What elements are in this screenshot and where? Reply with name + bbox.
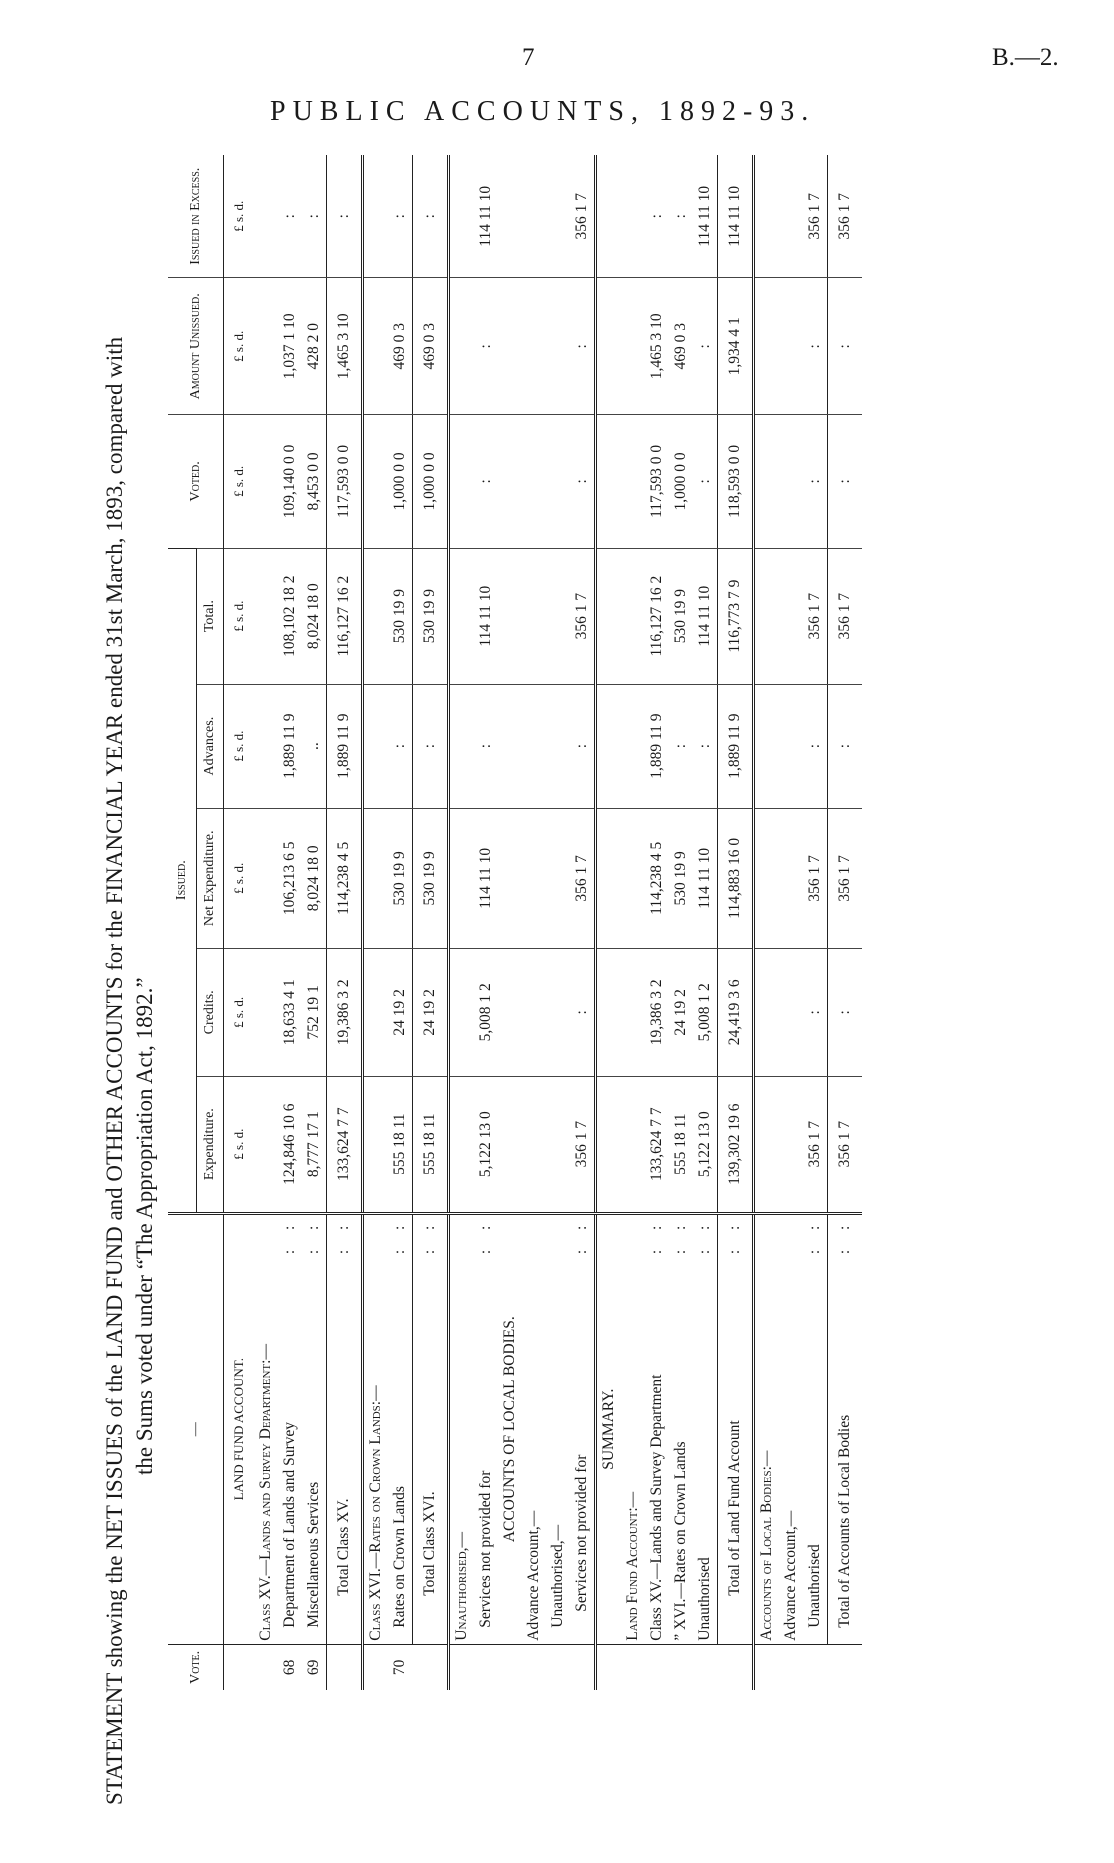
cell-net: 114 11 10 xyxy=(474,808,498,948)
cell-credits: : xyxy=(570,948,596,1076)
cell-excess: : xyxy=(413,155,449,278)
cell-credits: 5,008 1 2 xyxy=(693,948,718,1076)
cell-advances: : xyxy=(828,684,863,808)
cell-advances: : xyxy=(570,684,596,808)
cell-excess: 356 1 7 xyxy=(573,193,590,240)
cell-expenditure: 5,122 13 0 xyxy=(693,1076,718,1213)
cell-voted: : xyxy=(828,415,863,549)
cell-net: 114,238 4 5 xyxy=(645,808,669,948)
total-row xyxy=(718,155,754,1690)
table-row xyxy=(522,155,546,1690)
cell-advances: : xyxy=(474,684,498,808)
table-row xyxy=(278,155,302,1690)
cell-advances: : xyxy=(693,684,718,808)
cell-total: 114 11 10 xyxy=(474,548,498,684)
cell-credits: : xyxy=(828,948,863,1076)
cell-unissued: 469 0 3 xyxy=(669,278,693,415)
cell-voted: 117,593 0 0 xyxy=(645,415,669,549)
statement-title xyxy=(100,155,160,1805)
col-credits: Credits. xyxy=(197,948,224,1076)
cell-excess: : xyxy=(391,214,408,219)
cell-total: 116,773 7 9 xyxy=(718,548,754,684)
cell-expenditure: 8,777 17 1 xyxy=(302,1076,327,1213)
total-row xyxy=(828,155,863,1690)
cell-expenditure: 555 18 11 xyxy=(413,1076,449,1213)
row-label: Total of Accounts of Local Bodies : : xyxy=(828,1213,863,1644)
class-xvi-heading: Class XVI.—Rates on Crown Lands:— xyxy=(363,1213,389,1644)
col-unissued: Amount Unissued. xyxy=(168,278,224,415)
cell-net: 530 19 9 xyxy=(388,808,413,948)
cell-unissued: : xyxy=(570,278,596,415)
col-description: — xyxy=(168,1213,224,1644)
col-vote: Vote. xyxy=(168,1644,224,1690)
table-row xyxy=(803,155,828,1690)
table-row xyxy=(645,155,669,1690)
col-total: Total. xyxy=(197,548,224,684)
vote-number: 68 xyxy=(278,1644,302,1690)
cell-total: 356 1 7 xyxy=(803,548,828,684)
cell-advances: : xyxy=(413,684,449,808)
unit-label: £ s. d. xyxy=(224,278,255,415)
row-label: Department of Lands and Survey : : xyxy=(278,1213,302,1644)
cell-voted: : xyxy=(474,415,498,549)
cell-net: 530 19 9 xyxy=(669,808,693,948)
cell-expenditure: 356 1 7 xyxy=(803,1076,828,1213)
cell-unissued: 469 0 3 xyxy=(413,278,449,415)
cell-expenditure: 139,302 19 6 xyxy=(718,1076,754,1213)
cell-expenditure: 356 1 7 xyxy=(828,1076,863,1213)
cell-credits: 24 19 2 xyxy=(669,948,693,1076)
unit-label: £ s. d. xyxy=(224,1076,255,1213)
unit-label: £ s. d. xyxy=(231,200,246,232)
table-row xyxy=(546,155,570,1690)
cell-total: 8,024 18 0 xyxy=(302,548,327,684)
unauthorised-label: Unauthorised,— xyxy=(546,1213,570,1644)
cell-excess: 114 11 10 xyxy=(696,185,713,247)
cell-credits: 24,419 3 6 xyxy=(718,948,754,1076)
table-row xyxy=(621,155,645,1690)
advance-account-label: Advance Account,— xyxy=(779,1213,803,1644)
cell-total: 356 1 7 xyxy=(828,548,863,684)
cell-net: 356 1 7 xyxy=(803,808,828,948)
cell-advances: : xyxy=(803,684,828,808)
vote-number: 69 xyxy=(302,1644,327,1690)
unit-label: £ s. d. xyxy=(224,808,255,948)
cell-credits: : xyxy=(803,948,828,1076)
table-row xyxy=(363,155,389,1690)
col-voted: Voted. xyxy=(168,415,224,549)
cell-excess: : xyxy=(327,155,363,278)
cell-net: 8,024 18 0 xyxy=(302,808,327,948)
table-row xyxy=(693,155,718,1690)
cell-advances: 1,889 11 9 xyxy=(327,684,363,808)
row-label: Unauthorised : : xyxy=(803,1213,828,1644)
cell-excess: : xyxy=(648,214,665,219)
cell-voted: 8,453 0 0 xyxy=(302,415,327,549)
cell-total: 114 11 10 xyxy=(693,548,718,684)
cell-expenditure: 133,624 7 7 xyxy=(645,1076,669,1213)
cell-excess: 356 1 7 xyxy=(828,155,863,278)
row-label: ” XVI.—Rates on Crown Lands : : xyxy=(669,1213,693,1644)
table-row xyxy=(779,155,803,1690)
table-row xyxy=(669,155,693,1690)
page-number: 7 xyxy=(522,44,535,71)
cell-expenditure: 124,846 10 6 xyxy=(278,1076,302,1213)
cell-advances: .. xyxy=(302,684,327,808)
table-row xyxy=(498,155,522,1690)
cell-net: 114,238 4 5 xyxy=(327,808,363,948)
cell-unissued: : xyxy=(474,278,498,415)
page-title: PUBLIC ACCOUNTS, 1892-93. xyxy=(270,96,816,127)
statement-area xyxy=(100,155,930,1805)
unauthorised-heading: Unauthorised,— xyxy=(449,1213,475,1644)
row-label: Total Class XVI. : : xyxy=(413,1213,449,1644)
cell-advances: : xyxy=(388,684,413,808)
cell-voted: 117,593 0 0 xyxy=(327,415,363,549)
cell-excess: 114 11 10 xyxy=(718,155,754,278)
statement-title-line2: the Sums voted under “The Appropriation Act, 1892.” xyxy=(132,977,157,1475)
summary-heading: SUMMARY. xyxy=(596,1213,622,1644)
cell-advances: : xyxy=(669,684,693,808)
unit-label: £ s. d. xyxy=(224,415,255,549)
cell-unissued: 1,465 3 10 xyxy=(645,278,669,415)
cell-credits: 5,008 1 2 xyxy=(474,948,498,1076)
row-label: Unauthorised : : xyxy=(693,1213,718,1644)
cell-expenditure: 555 18 11 xyxy=(388,1076,413,1213)
cell-voted: 1,000 0 0 xyxy=(669,415,693,549)
cell-voted: : xyxy=(693,415,718,549)
total-row xyxy=(413,155,449,1690)
table-row xyxy=(254,155,278,1690)
cell-net: 106,213 6 5 xyxy=(278,808,302,948)
table-row xyxy=(754,155,780,1690)
row-label: Total Class XV. : : xyxy=(327,1213,363,1644)
table-row xyxy=(388,155,413,1690)
cell-total: 356 1 7 xyxy=(570,548,596,684)
local-bodies-summary-heading: Accounts of Local Bodies:— xyxy=(754,1213,780,1644)
cell-advances: 1,889 11 9 xyxy=(645,684,669,808)
col-group-issued: Issued. xyxy=(168,548,197,1213)
cell-excess: : xyxy=(305,214,322,219)
cell-net: 356 1 7 xyxy=(570,808,596,948)
cell-total: 116,127 16 2 xyxy=(327,548,363,684)
cell-unissued: : xyxy=(828,278,863,415)
row-label: Class XV.—Lands and Survey Department : : xyxy=(645,1213,669,1644)
table-row xyxy=(474,155,498,1690)
cell-excess: 114 11 10 xyxy=(477,185,494,247)
col-expenditure: Expenditure. xyxy=(197,1076,224,1213)
cell-advances: 1,889 11 9 xyxy=(278,684,302,808)
accounts-table xyxy=(168,155,862,1690)
cell-expenditure: 133,624 7 7 xyxy=(327,1076,363,1213)
col-advances: Advances. xyxy=(197,684,224,808)
cell-net: 356 1 7 xyxy=(828,808,863,948)
cell-unissued: 1,465 3 10 xyxy=(327,278,363,415)
land-fund-summary-heading: Land Fund Account:— xyxy=(621,1213,645,1644)
cell-voted: 109,140 0 0 xyxy=(278,415,302,549)
units-row xyxy=(224,155,255,1690)
land-fund-heading: LAND FUND ACCOUNT. xyxy=(224,1213,255,1644)
class-xv-heading: Class XV.—Lands and Survey Department:— xyxy=(254,1213,278,1644)
row-label: Services not provided for : : xyxy=(570,1213,596,1644)
cell-credits: 19,386 3 2 xyxy=(645,948,669,1076)
cell-excess: 356 1 7 xyxy=(806,193,823,240)
row-label: Miscellaneous Services : : xyxy=(302,1213,327,1644)
unit-label: £ s. d. xyxy=(224,684,255,808)
cell-expenditure: 555 18 11 xyxy=(669,1076,693,1213)
row-label: Total of Land Fund Account : : xyxy=(718,1213,754,1644)
cell-credits: 19,386 3 2 xyxy=(327,948,363,1076)
cell-unissued: 1,037 1 10 xyxy=(278,278,302,415)
cell-total: 116,127 16 2 xyxy=(645,548,669,684)
table-row xyxy=(449,155,475,1690)
unit-label: £ s. d. xyxy=(224,548,255,684)
cell-voted: 1,000 0 0 xyxy=(413,415,449,549)
advance-account-label: Advance Account,— xyxy=(522,1213,546,1644)
cell-credits: 752 19 1 xyxy=(302,948,327,1076)
cell-net: 114,883 16 0 xyxy=(718,808,754,948)
cell-voted: : xyxy=(570,415,596,549)
rotated-statement xyxy=(100,155,930,1805)
cell-excess: : xyxy=(672,214,689,219)
unit-label: £ s. d. xyxy=(224,948,255,1076)
document-code: B.—2. xyxy=(992,44,1059,71)
cell-unissued: 469 0 3 xyxy=(388,278,413,415)
cell-net: 530 19 9 xyxy=(413,808,449,948)
local-bodies-heading: ACCOUNTS OF LOCAL BODIES. xyxy=(498,1213,522,1644)
table-row xyxy=(302,155,327,1690)
table-row xyxy=(596,155,622,1690)
total-row xyxy=(327,155,363,1690)
col-excess: Issued in Excess. xyxy=(168,155,224,278)
cell-unissued: : xyxy=(693,278,718,415)
cell-voted: 118,593 0 0 xyxy=(718,415,754,549)
cell-voted: : xyxy=(803,415,828,549)
cell-advances: 1,889 11 9 xyxy=(718,684,754,808)
cell-total: 108,102 18 2 xyxy=(278,548,302,684)
cell-credits: 18,633 4 1 xyxy=(278,948,302,1076)
cell-excess: : xyxy=(281,214,298,219)
cell-expenditure: 5,122 13 0 xyxy=(474,1076,498,1213)
vote-number: 70 xyxy=(388,1644,413,1690)
table-row xyxy=(570,155,596,1690)
cell-total: 530 19 9 xyxy=(669,548,693,684)
row-label: Services not provided for : : xyxy=(474,1213,498,1644)
cell-total: 530 19 9 xyxy=(388,548,413,684)
cell-unissued: 1,934 4 1 xyxy=(718,278,754,415)
cell-total: 530 19 9 xyxy=(413,548,449,684)
cell-credits: 24 19 2 xyxy=(413,948,449,1076)
cell-net: 114 11 10 xyxy=(693,808,718,948)
col-net-expenditure: Net Expenditure. xyxy=(197,808,224,948)
cell-expenditure: 356 1 7 xyxy=(570,1076,596,1213)
cell-credits: 24 19 2 xyxy=(388,948,413,1076)
cell-unissued: : xyxy=(803,278,828,415)
cell-unissued: 428 2 0 xyxy=(302,278,327,415)
statement-title-line1: STATEMENT showing the NET ISSUES of the LAND FUND and OTHER ACCOUNTS for the FINANCIAL YEAR ended 31st March, 1893, compared with xyxy=(102,336,127,1805)
cell-voted: 1,000 0 0 xyxy=(388,415,413,549)
row-label: Rates on Crown Lands : : xyxy=(388,1213,413,1644)
